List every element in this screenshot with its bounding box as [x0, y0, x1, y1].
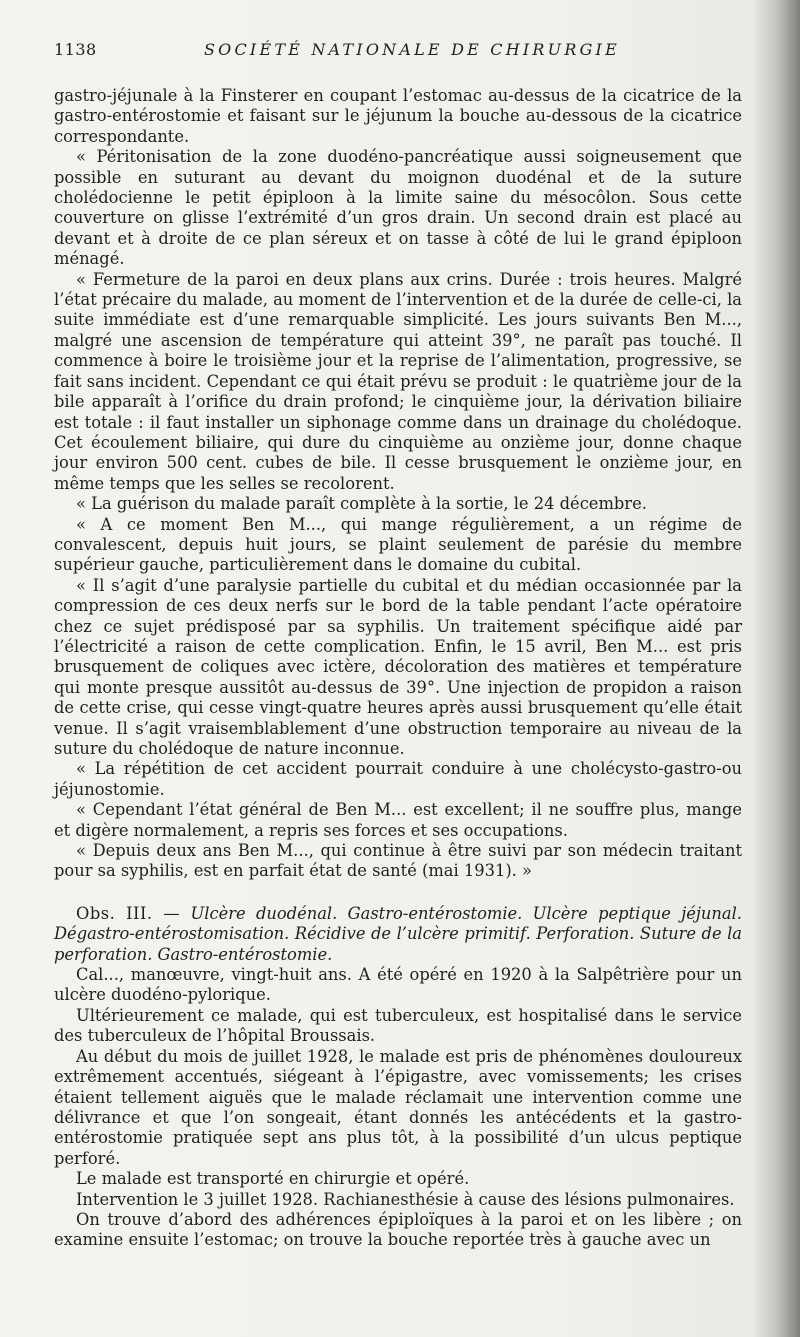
paragraph: Cal..., manœuvre, vingt-huit ans. A été opéré en 1920 à la Salpêtrière pour un ulcère duodéno-pylorique.	[54, 965, 742, 1005]
page-body	[54, 86, 742, 1251]
paragraph: « Cependant l’état général de Ben M... est excellent; il ne souffre plus, mange et digère normalement, a repris ses forces et ses occupations.	[54, 800, 742, 840]
paragraph: « La guérison du malade paraît complète à la sortie, le 24 décembre.	[76, 494, 647, 514]
paragraph: Au début du mois de juillet 1928, le malade est pris de phénomènes douloureux extrêmement accentués, siégeant à l’épigastre, avec vomissements; les crises étaient tellement aiguës que le malade réclamait une intervention comme une délivrance et que l’on songeait, étant donnés les antécédents et la gastro-entérostomie pratiquée sept ans plus tôt, à la possibilité d’un ulcus peptique perforé.	[54, 1046, 742, 1168]
paragraph: « Péritonisation de la zone duodéno-pancréatique aussi soigneusement que possible en suturant au devant du moignon duodénal et de la suture cholédocienne le petit épiploon à la limite saine du mésocôlon. Sous cette couverture on glisse l’extrémité d’un gros drain. Un second drain est placé au devant et à droite de ce plan séreux et on tasse à côté de lui le grand épiploon ménagé.	[54, 147, 742, 269]
page-edge-shadow	[752, 0, 800, 1337]
paragraph: Le malade est transporté en chirurgie et opéré.	[76, 1169, 470, 1189]
running-title: SOCIÉTÉ NATIONALE DE CHIRURGIE	[204, 40, 620, 59]
paragraph: « Fermeture de la paroi en deux plans aux crins. Durée : trois heures. Malgré l’état précaire du malade, au moment de l’intervention et de la durée de celle-ci, la suite immédiate est d’une remarquable simplicité. Les jours suivants Ben M..., malgré une ascension de température qui atteint 39°, ne paraît pas touché. Il commence à boire le troisième jour et la reprise de l’alimentation, progressive, se fait sans incident. Cependant ce qui était prévu se produit : le quatrième jour de la bile apparaît à l’orifice du drain profond; le cinquième jour, la dérivation biliaire est totale : il faut installer un siphonage comme dans un drainage du cholédoque. Cet écoulement biliaire, qui dure du cinquième au onzième jour, donne chaque jour environ 500 cent. cubes de bile. Il cesse brusquement le onzième jour, en même temps que les selles se recolorent.	[54, 269, 742, 493]
paragraph: « Il s’agit d’une paralysie partielle du cubital et du médian occasionnée par la compression de ces deux nerfs sur le bord de la table pendant l’acte opératoire chez ce sujet prédisposé par sa syphilis. Un traitement spécifique aidé par l’électricité a raison de cette complication. Enfin, le 15 avril, Ben M... est pris brusquement de coliques avec ictère, décoloration des matières et température qui monte presque aussitôt au-dessus de 39°. Une injection de propidon a raison de cette crise, qui cesse vingt-quatre heures après aussi brusquement qu’elle était venue. Il s’agit vraisemblablement d’une obstruction temporaire au niveau de la suture du cholédoque de nature inconnue.	[54, 575, 742, 758]
observation-label: Obs. III. —	[76, 903, 181, 923]
page-number: 1138	[54, 40, 97, 59]
observation-title: Ulcère duodénal. Gastro-entérostomie. Ulcère peptique jéjunal. Dégastro-entérostomisation. Récidive de l’ulcère primitif. Perforation. Suture de la perforation. Gastro-entérostomie.	[54, 903, 742, 964]
paragraph: « La répétition de cet accident pourrait conduire à une cholécysto-gastro-ou jéjunostomie.	[54, 759, 742, 799]
paragraph: gastro-jéjunale à la Finsterer en coupant l’estomac au-dessus de la cicatrice de la gastro-entérostomie et faisant sur le jéjunum la bouche au-dessous de la cicatrice correspondante.	[54, 86, 742, 146]
paragraph: « Depuis deux ans Ben M..., qui continue à être suivi par son médecin traitant pour sa syphilis, est en parfait état de santé (mai 1931). »	[54, 841, 742, 881]
observation-heading	[54, 904, 742, 965]
page-header	[54, 40, 750, 64]
paragraph: Ultérieurement ce malade, qui est tuberculeux, est hospitalisé dans le service des tuberculeux de l’hôpital Broussais.	[54, 1005, 742, 1046]
paragraph: On trouve d’abord des adhérences épiploïques à la paroi et on les libère ; on examine ensuite l’estomac; on trouve la bouche reportée très à gauche avec un	[54, 1209, 742, 1250]
paragraph: « A ce moment Ben M..., qui mange régulièrement, a un régime de convalescent, depuis huit jours, se plaint seulement de parésie du membre supérieur gauche, particulièrement dans le domaine du cubital.	[54, 514, 742, 575]
paragraph: Intervention le 3 juillet 1928. Rachianesthésie à cause des lésions pulmonaires.	[76, 1189, 735, 1209]
